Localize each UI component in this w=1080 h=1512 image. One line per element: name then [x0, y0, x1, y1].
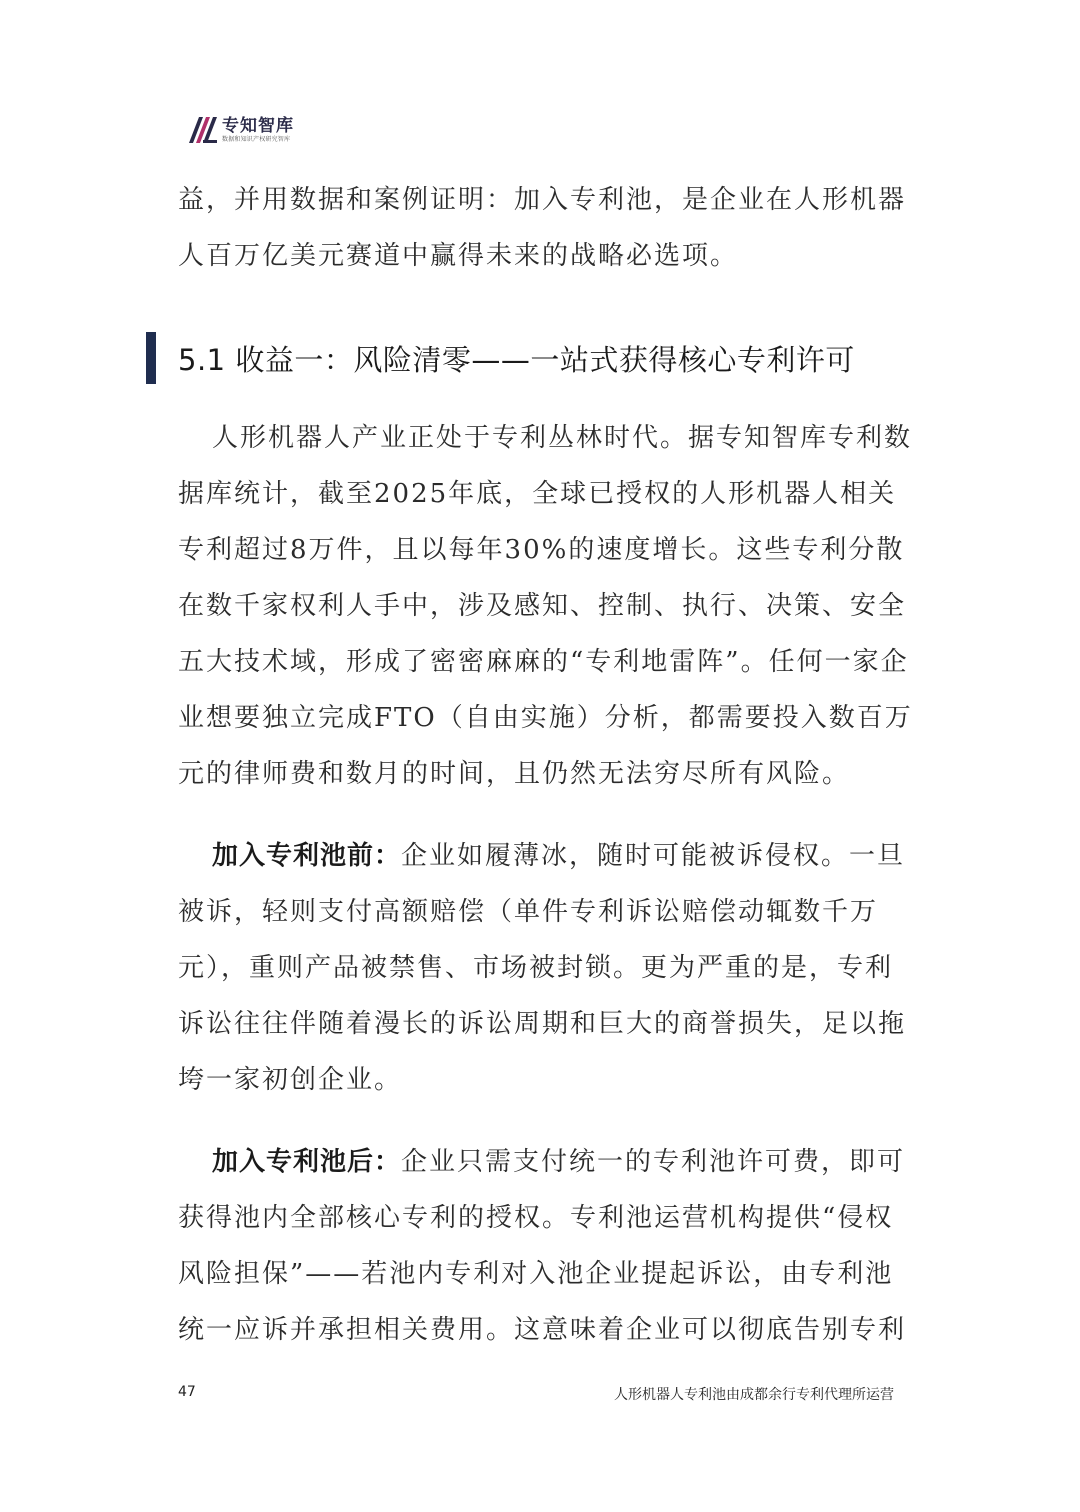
section-heading-text: 5.1 收益一：风险清零——一站式获得核心专利许可 — [178, 342, 855, 377]
before-joining-text: 企业如履薄冰，随时可能被诉侵权。一旦被诉，轻则支付高额赔偿（单件专利诉讼赔偿动辄数千万元），重则产品被禁售、市场被封锁。更为严重的是，专利诉讼往往伴随着漫长的诉讼周期和巨大的商誉损失，足以拖垮一家初创企业。 — [178, 841, 907, 1095]
body-paragraph: 人形机器人产业正处于专利丛林时代。据专知智库专利数据库统计，截至2025年底，全球已授权的人形机器人相关专利超过8万件，且以每年30%的速度增长。这些专利分散在数千家权利人手中，涉及感知、控制、执行、决策、安全五大技术域，形成了密密麻麻的“专利地雷阵”。任何一家企业想要独立完成FTO（自由实施）分析，都需要投入数百万元的律师费和数月的时间，且仍然无法穷尽所有风险。 — [178, 423, 913, 789]
logo-tagline: 数据和知识产权研究智库 — [222, 136, 291, 143]
before-joining-paragraph — [178, 828, 918, 1108]
page-number: 47 — [178, 1384, 196, 1400]
header-logo — [187, 113, 294, 147]
page-footer — [178, 1384, 894, 1404]
logo-text — [222, 116, 294, 144]
running-title: 人形机器人专利池由成都余行专利代理所运营 — [614, 1387, 894, 1403]
after-joining-paragraph — [178, 1134, 918, 1358]
section-heading — [146, 332, 918, 384]
after-joining-label: 加入专利池后： — [212, 1147, 402, 1177]
before-joining-label: 加入专利池前： — [212, 841, 402, 871]
logo-name: 专知智库 — [222, 116, 294, 136]
zhuanzhi-logo-icon — [187, 115, 217, 145]
page-content — [178, 172, 918, 1358]
heading-accent-bar — [146, 332, 156, 384]
intro-paragraph: 益，并用数据和案例证明：加入专利池，是企业在人形机器人百万亿美元赛道中赢得未来的战略必选项。 — [178, 185, 907, 271]
after-joining-text: 企业只需支付统一的专利池许可费，即可获得池内全部核心专利的授权。专利池运营机构提供“侵权风险担保”——若池内专利对入池企业提起诉讼，由专利池统一应诉并承担相关费用。这意味着企业可以彻底告别专利 — [178, 1147, 907, 1345]
